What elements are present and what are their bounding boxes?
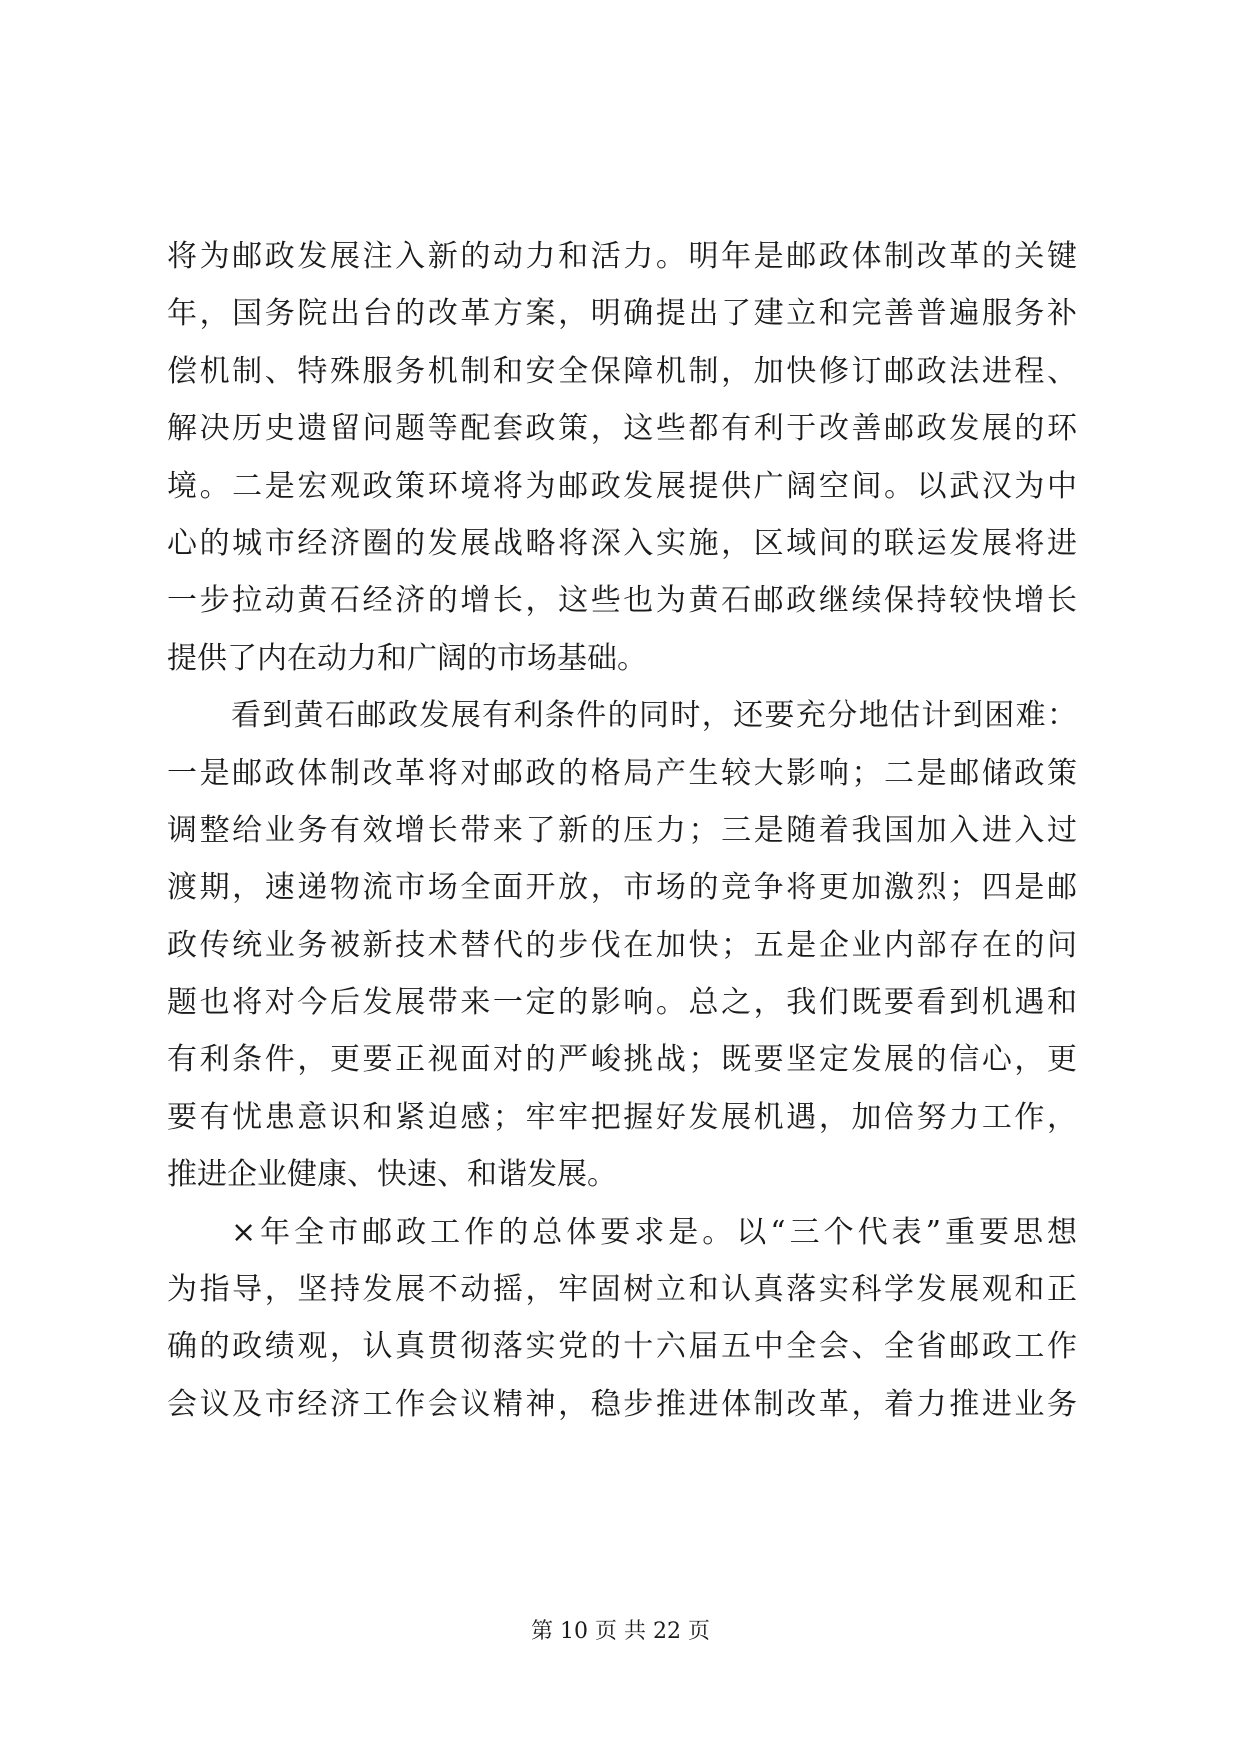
text-line: 要有忧患意识和紧迫感；牢牢把握好发展机遇，加倍努力工作，: [167, 1099, 1077, 1135]
page-number-footer: 第 10 页 共 22 页: [531, 1619, 710, 1644]
text-line: 题也将对今后发展带来一定的影响。总之，我们既要看到机遇和: [167, 985, 1077, 1021]
paragraph-3: [167, 1204, 1077, 1434]
text-line: 推进企业健康、快速、和谐发展。: [167, 1157, 617, 1193]
text-line: 确的政绩观，认真贯彻落实党的十六届五中全会、全省邮政工作: [167, 1329, 1077, 1365]
text-line: 有利条件，更要正视面对的严峻挑战；既要坚定发展的信心，更: [167, 1042, 1077, 1078]
text-line: 解决历史遗留问题等配套政策，这些都有利于改善邮政发展的环: [167, 411, 1077, 447]
text-line: 偿机制、特殊服务机制和安全保障机制，加快修订邮政法进程、: [167, 353, 1077, 389]
text-line: 渡期，速递物流市场全面开放，市场的竞争将更加激烈；四是邮: [167, 870, 1077, 906]
text-line: 心的城市经济圈的发展战略将深入实施，区域间的联运发展将进: [167, 525, 1077, 561]
text-line: 境。二是宏观政策环境将为邮政发展提供广阔空间。以武汉为中: [167, 468, 1077, 504]
text-line: 将为邮政发展注入新的动力和活力。明年是邮政体制改革的关键: [167, 239, 1077, 274]
body-text: [167, 228, 1077, 1433]
text-line: 年，国务院出台的改革方案，明确提出了建立和完善普遍服务补: [167, 296, 1077, 332]
paragraph-1: [167, 228, 1077, 687]
text-line: 政传统业务被新技术替代的步伐在加快；五是企业内部存在的问: [167, 927, 1077, 963]
text-line: 看到黄石邮政发展有利条件的同时，还要充分地估计到困难：: [231, 698, 1077, 734]
text-line: ×年全市邮政工作的总体要求是。以“三个代表”重要思想: [231, 1214, 1077, 1250]
paragraph-2: [167, 687, 1077, 1204]
text-line: 一是邮政体制改革将对邮政的格局产生较大影响；二是邮储政策: [167, 755, 1077, 791]
text-line: 为指导，坚持发展不动摇，牢固树立和认真落实科学发展观和正: [167, 1272, 1077, 1308]
text-line: 一步拉动黄石经济的增长，这些也为黄石邮政继续保持较快增长: [167, 583, 1077, 619]
text-line: 会议及市经济工作会议精神，稳步推进体制改革，着力推进业务: [167, 1386, 1077, 1422]
text-line: 调整给业务有效增长带来了新的压力；三是随着我国加入进入过: [167, 812, 1077, 848]
text-line: 提供了内在动力和广阔的市场基础。: [167, 640, 647, 676]
